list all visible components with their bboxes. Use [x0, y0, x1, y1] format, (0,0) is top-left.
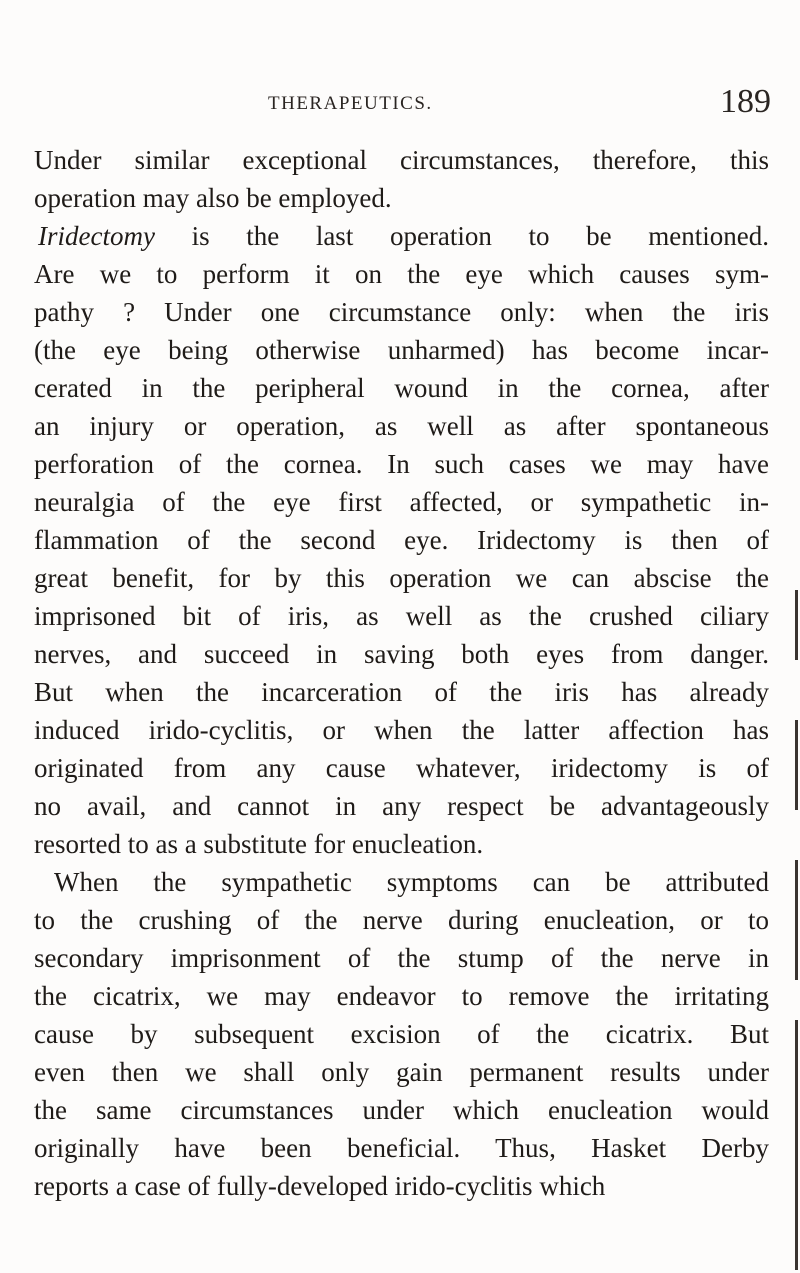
text-line: When the sympathetic symptoms can be attributed: [54, 867, 769, 897]
text-line: neuralgia of the eye first affected, or sympathetic in-: [34, 487, 769, 517]
text-line: the cicatrix, we may endeavor to remove the irritating: [34, 981, 769, 1011]
text-line: resorted to as a substitute for enucleation.: [34, 829, 484, 859]
text-line: great benefit, for by this operation we can abscise the: [34, 563, 769, 593]
text-line: [38, 217, 769, 255]
text-line: originated from any cause whatever, iridectomy is of: [34, 753, 769, 783]
text-line: imprisoned bit of iris, as well as the crushed ciliary: [34, 601, 769, 631]
text-line: even then we shall only gain permanent results under: [34, 1057, 769, 1087]
scan-edge-mark: [795, 590, 798, 660]
text-line: flammation of the second eye. Iridectomy is then of: [34, 525, 769, 555]
text-line: operation may also be employed.: [34, 183, 392, 213]
text-line: cerated in the peripheral wound in the cornea, after: [34, 373, 769, 403]
text-line: induced irido-cyclitis, or when the latter affection has: [34, 715, 769, 745]
text-line: pathy ? Under one circumstance only: when the iris: [34, 297, 769, 327]
running-title: THERAPEUTICS.: [268, 93, 433, 114]
text-line: originally have been beneficial. Thus, Hasket Derby: [34, 1133, 769, 1163]
text-line: Are we to perform it on the eye which causes sym-: [34, 259, 769, 289]
scan-edge-mark: [795, 860, 798, 980]
text-line: But when the incarceration of the iris has already: [34, 677, 769, 707]
text-line: nerves, and succeed in saving both eyes from danger.: [34, 639, 769, 669]
text-line: cause by subsequent excision of the cicatrix. But: [34, 1019, 769, 1049]
text-line: Under similar exceptional circumstances, therefore, this: [34, 145, 769, 175]
text-line: reports a case of fully-developed irido-cyclitis which: [34, 1171, 606, 1201]
page-number: 189: [720, 83, 771, 120]
text-line: no avail, and cannot in any respect be advantageously: [34, 791, 769, 821]
scan-edge-mark: [795, 1020, 798, 1270]
italic-term: Iridectomy: [38, 221, 155, 251]
text-line: an injury or operation, as well as after spontaneous: [34, 411, 769, 441]
text-line: perforation of the cornea. In such cases we may have: [34, 449, 769, 479]
text-line: to the crushing of the nerve during enucleation, or to: [34, 905, 769, 935]
scan-edge-mark: [795, 720, 798, 810]
text-line: (the eye being otherwise unharmed) has become incar-: [34, 335, 769, 365]
text-line-rest: is the last operation to be mentioned.: [154, 221, 769, 251]
text-line: the same circumstances under which enucleation would: [34, 1095, 769, 1125]
text-line: secondary imprisonment of the stump of the nerve in: [34, 943, 769, 973]
